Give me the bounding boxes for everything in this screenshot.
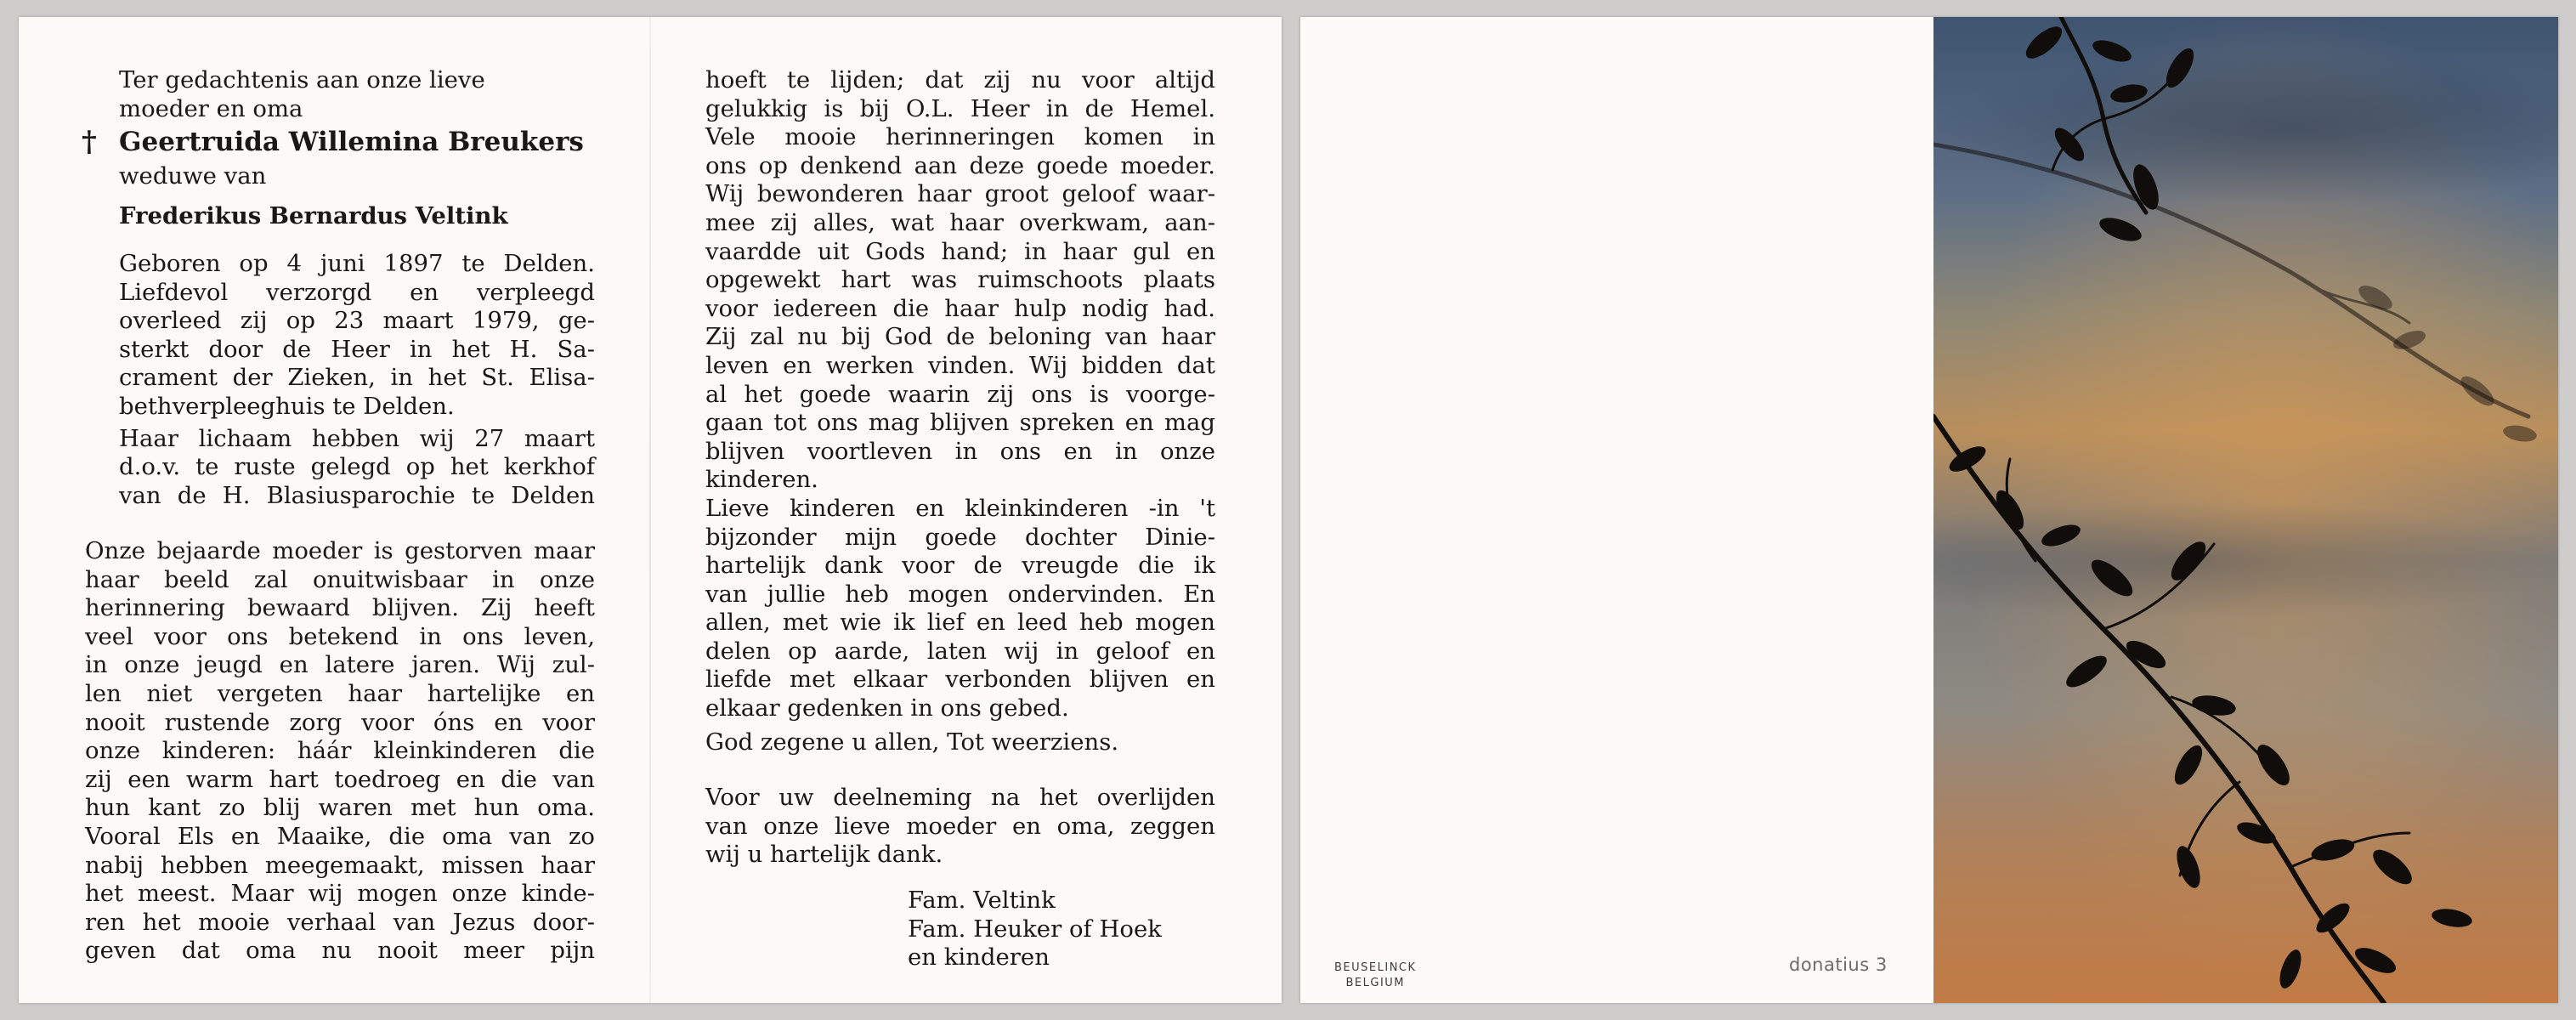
memory-line: voor iedereen die haar hulp nodig had. — [705, 294, 1215, 322]
signature-line: en kinderen — [908, 944, 1050, 972]
bio-line: sterkt door de Heer in het H. Sa- — [119, 335, 595, 363]
card-fold-line — [649, 17, 651, 1003]
tribute-line: haar beeld zal onuitwisbaar in onze — [85, 565, 595, 593]
cross-icon: † — [82, 125, 97, 160]
right-column — [705, 66, 1215, 972]
tribute-line: zij een warm hart toedroeg en die van — [85, 765, 595, 793]
widow-of-label: weduwe van — [119, 162, 267, 190]
memory-line: gelukkig is bij O.L. Heer in de Hemel. — [705, 94, 1215, 122]
memory-line: blijven voortleven in ons en in onze — [705, 437, 1215, 465]
signature-line: Fam. Veltink — [908, 887, 1056, 915]
bio-line: Liefdevol verzorgd en verpleegd — [119, 278, 595, 306]
bio-line: Geboren op 4 juni 1897 te Delden. — [119, 249, 595, 277]
intro-line: Ter gedachtenis aan onze lieve — [119, 66, 485, 94]
memory-line: al het goede waarin zij ons is voorge- — [705, 380, 1215, 408]
intro-line: moeder en oma — [119, 94, 303, 122]
husband-name: Frederikus Bernardus Veltink — [119, 202, 508, 230]
tribute-line: onze kinderen: háár kleinkinderen die — [85, 737, 595, 765]
intro-text — [119, 66, 595, 123]
bio-line: overleed zij op 23 maart 1979, ge- — [119, 307, 595, 335]
gratitude-line: van jullie heb mogen ondervinden. En — [705, 580, 1215, 608]
memory-line: hoeft te lijden; dat zij nu voor altijd — [705, 66, 1215, 94]
bio-line: bethverpleeghuis te Delden. — [119, 392, 455, 420]
memory-line: vaardde uit Gods hand; in haar gul en — [705, 237, 1215, 265]
memory-line: Zij zal nu bij God de beloning van haar — [705, 323, 1215, 351]
thanks-line: van onze lieve moeder en oma, zeggen — [705, 812, 1215, 840]
printer-imprint — [1334, 960, 1417, 991]
memory-line: kinderen. — [705, 466, 818, 494]
tribute-line: veel voor ons betekend in ons leven, — [85, 622, 595, 650]
memory-line: gaan tot ons mag blijven spreken en mag — [705, 409, 1215, 437]
tribute-line: het meest. Maar wij mogen onze kinde- — [85, 880, 595, 908]
memorial-card-photo-side — [1300, 17, 2558, 1003]
tribute-line: geven dat oma nu nooit meer pijn — [85, 937, 595, 965]
burial-line: Haar lichaam hebben wij 27 maart — [119, 424, 595, 452]
printer-line: BEUSELINCK — [1334, 961, 1417, 974]
series-label: donatius 3 — [1789, 955, 1888, 975]
tribute-line: nooit rustende zorg voor óns en voor — [85, 708, 595, 736]
deceased-heading — [82, 125, 595, 160]
tribute-line: hun kant zo blij waren met hun oma. — [85, 794, 595, 822]
tribute-line: in onze jeugd en latere jaren. Wij zul- — [85, 651, 595, 679]
printer-line: BELGIUM — [1345, 977, 1406, 989]
tribute-line: ren het mooie verhaal van Jezus door- — [85, 908, 595, 936]
gratitude-line: liefde met elkaar verbonden blijven en — [705, 666, 1215, 694]
gratitude-line: elkaar gedenken in ons gebed. — [705, 694, 1069, 722]
tribute-line: nabij hebben meegemaakt, missen haar — [85, 851, 595, 879]
memory-line: Wij bewonderen haar groot geloof waar- — [705, 180, 1215, 208]
tribute-text — [85, 537, 595, 966]
gratitude-line: delen op aarde, laten wij in geloof en — [705, 637, 1215, 665]
memory-line: ons op denkend aan deze goede moeder. — [705, 151, 1215, 179]
tribute-line: herinnering bewaard blijven. Zij heeft — [85, 594, 595, 622]
tribute-line: len niet vergeten haar hartelijke en — [85, 679, 595, 707]
gratitude-line: hartelijk dank voor de vreugde die ik — [705, 552, 1215, 580]
gratitude-line: Lieve kinderen en kleinkinderen -in 't — [705, 494, 1215, 522]
memory-line: mee zij alles, wat haar overkwam, aan- — [705, 208, 1215, 236]
left-column — [82, 66, 595, 510]
biography — [119, 250, 595, 422]
sunset-branches-photo — [1933, 17, 2558, 1003]
blank-back-panel — [1300, 17, 1933, 1003]
burial-line: d.o.v. te ruste gelegd op het kerkhof — [119, 453, 595, 481]
tribute-line: Onze bejaarde moeder is gestorven maar — [85, 537, 595, 564]
sunset-branches-image — [1933, 17, 2558, 1003]
burial-text — [119, 425, 595, 511]
bio-line: crament der Zieken, in het St. Elisa- — [119, 364, 595, 392]
gratitude-line: bijzonder mijn goede dochter Dinie- — [705, 523, 1215, 551]
burial-line: van de H. Blasiusparochie te Delden — [119, 481, 595, 509]
signatures — [908, 887, 1215, 972]
signature-line: Fam. Heuker of Hoek — [908, 915, 1162, 943]
thanks-text — [705, 784, 1215, 870]
memorial-card-text — [19, 17, 1282, 1003]
memory-line: opgewekt hart was ruimschoots plaats — [705, 266, 1215, 294]
memory-line: Vele mooie herinneringen komen in — [705, 123, 1215, 151]
memory-line: leven en werken vinden. Wij bidden dat — [705, 351, 1215, 379]
blessing: God zegene u allen, Tot weerziens. — [705, 728, 1119, 756]
tribute-line: Vooral Els en Maaike, die oma van zo — [85, 822, 595, 850]
thanks-line: Voor uw deelneming na het overlijden — [705, 784, 1215, 812]
deceased-name: Geertruida Willemina Breukers — [119, 127, 584, 158]
gratitude-line: allen, met wie ik lief en leed heb mogen — [705, 609, 1215, 637]
thanks-line: wij u hartelijk dank. — [705, 841, 943, 869]
